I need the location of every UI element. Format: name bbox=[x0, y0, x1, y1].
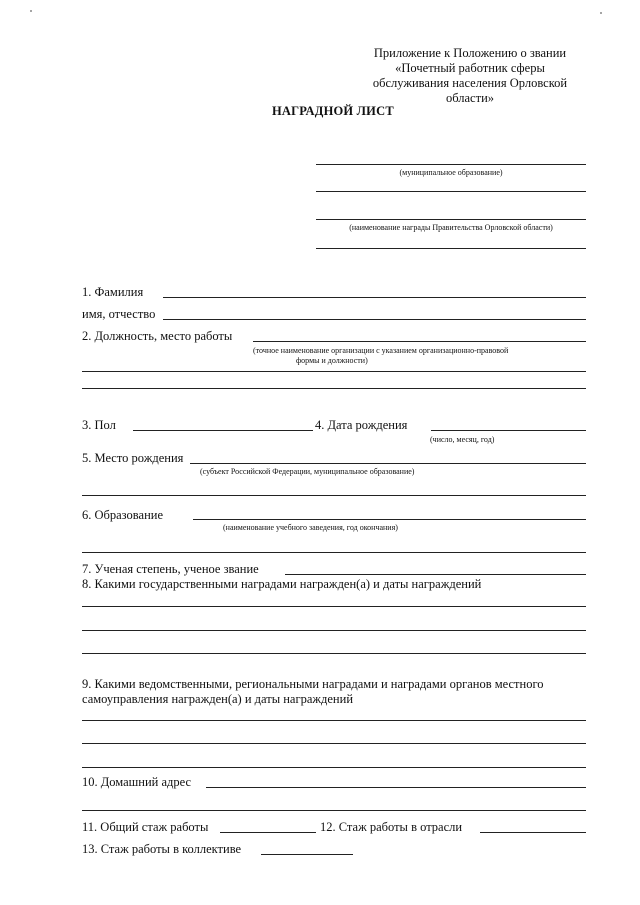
degree-field[interactable] bbox=[285, 574, 586, 575]
organization-hint-2: формы и должности) bbox=[296, 356, 368, 365]
birthplace-hint: (субъект Российской Федерации, муниципальное образование) bbox=[200, 467, 415, 476]
degree-label: 7. Ученая степень, ученое звание bbox=[82, 562, 259, 576]
team-experience-label: 13. Стаж работы в коллективе bbox=[82, 842, 242, 856]
birthdate-hint: (число, месяц, год) bbox=[430, 435, 495, 444]
sex-label: 3. Пол bbox=[82, 418, 116, 432]
team-experience-field[interactable] bbox=[261, 854, 353, 855]
municipal-line-2[interactable] bbox=[316, 191, 586, 192]
birthplace-line-2[interactable] bbox=[82, 495, 586, 496]
position-line-3[interactable] bbox=[82, 388, 586, 389]
birthplace-label: 5. Место рождения bbox=[82, 451, 184, 465]
industry-experience-label: 12. Стаж работы в отрасли bbox=[320, 820, 463, 834]
birthdate-field[interactable] bbox=[431, 430, 586, 431]
other-awards-line-1[interactable] bbox=[82, 720, 586, 721]
state-awards-line-2[interactable] bbox=[82, 630, 586, 631]
education-hint: (наименование учебного заведения, год окончания) bbox=[223, 523, 398, 532]
industry-experience-field[interactable] bbox=[480, 832, 586, 833]
sex-field[interactable] bbox=[133, 430, 313, 431]
birthdate-label: 4. Дата рождения bbox=[315, 418, 408, 432]
other-awards-line-2[interactable] bbox=[82, 743, 586, 744]
organization-hint-1: (точное наименование организации с указанием организационно-правовой bbox=[253, 346, 509, 355]
other-awards-label-1: 9. Какими ведомственными, региональными наградами и наградами органов местного bbox=[82, 677, 544, 691]
state-awards-line-1[interactable] bbox=[82, 606, 586, 607]
state-awards-line-3[interactable] bbox=[82, 653, 586, 654]
header-line-1: Приложение к Положению о звании bbox=[373, 46, 567, 60]
header-line-2: «Почетный работник сферы bbox=[395, 61, 545, 75]
education-line-2[interactable] bbox=[82, 552, 586, 553]
header-line-3: обслуживания населения Орловской bbox=[372, 76, 568, 90]
education-label: 6. Образование bbox=[82, 508, 164, 522]
other-awards-line-3[interactable] bbox=[82, 767, 586, 768]
address-label: 10. Домашний адрес bbox=[82, 775, 192, 789]
address-line-2[interactable] bbox=[82, 810, 586, 811]
award-name-line-2[interactable] bbox=[316, 248, 586, 249]
position-field[interactable] bbox=[253, 341, 586, 342]
surname-field[interactable] bbox=[163, 297, 586, 298]
scan-speck bbox=[600, 12, 602, 14]
award-name-hint: (наименование награды Правительства Орловской области) bbox=[349, 223, 553, 232]
address-field[interactable] bbox=[206, 787, 586, 788]
position-label: 2. Должность, место работы bbox=[82, 329, 233, 343]
state-awards-label: 8. Какими государственными наградами награжден(а) и даты награждений bbox=[82, 577, 482, 591]
award-name-line[interactable] bbox=[316, 219, 586, 220]
total-experience-label: 11. Общий стаж работы bbox=[82, 820, 209, 834]
municipal-hint: (муниципальное образование) bbox=[399, 168, 503, 177]
position-line-2[interactable] bbox=[82, 371, 586, 372]
header-line-4: области» bbox=[445, 91, 495, 105]
document-title: НАГРАДНОЙ ЛИСТ bbox=[272, 104, 394, 118]
surname-label: 1. Фамилия bbox=[82, 285, 144, 299]
birthplace-field[interactable] bbox=[190, 463, 586, 464]
total-experience-field[interactable] bbox=[220, 832, 316, 833]
other-awards-label-2: самоуправления награжден(а) и даты награждений bbox=[82, 692, 354, 706]
municipal-line[interactable] bbox=[316, 164, 586, 165]
name-field[interactable] bbox=[163, 319, 586, 320]
education-field[interactable] bbox=[193, 519, 586, 520]
scan-speck bbox=[30, 10, 32, 12]
name-label: имя, отчество bbox=[82, 307, 156, 321]
